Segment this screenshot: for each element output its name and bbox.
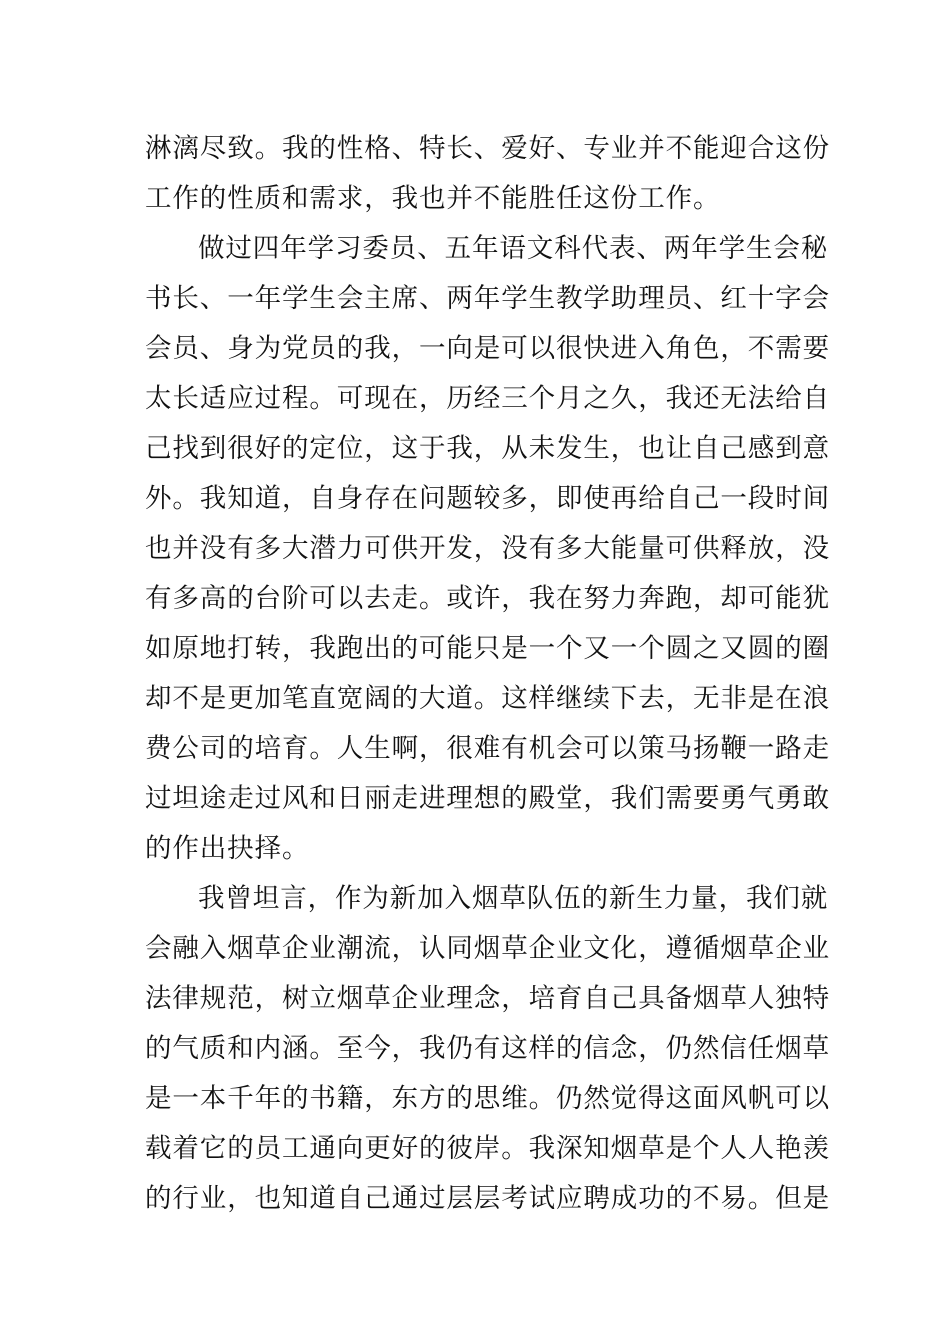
text-line: 是一本千年的书籍，东方的思维。仍然觉得这面风帆可以: [145, 1083, 830, 1114]
text-line: 会员、身为党员的我，一向是可以很快进入角色，不需要: [145, 333, 830, 364]
text-line: 费公司的培育。人生啊，很难有机会可以策马扬鞭一路走: [145, 733, 830, 764]
text-line: 书长、一年学生会主席、两年学生教学助理员、红十字会: [145, 283, 830, 314]
text-line: 的作出抉择。: [145, 833, 310, 864]
text-line: 也并没有多大潜力可供开发，没有多大能量可供释放，没: [145, 533, 830, 564]
text-line: 却不是更加笔直宽阔的大道。这样继续下去，无非是在浪: [145, 683, 830, 714]
text-line: 载着它的员工通向更好的彼岸。我深知烟草是个人人艳羡: [145, 1133, 830, 1164]
document-body: [145, 124, 830, 1224]
text-line: 会融入烟草企业潮流，认同烟草企业文化，遵循烟草企业: [145, 933, 830, 964]
text-line: 有多高的台阶可以去走。或许，我在努力奔跑，却可能犹: [145, 583, 830, 614]
paragraph: [145, 124, 830, 224]
text-line: 工作的性质和需求，我也并不能胜任这份工作。: [145, 183, 721, 214]
text-line: 如原地打转，我跑出的可能只是一个又一个圆之又圆的圈: [145, 633, 830, 664]
text-line: 的行业，也知道自己通过层层考试应聘成功的不易。但是: [145, 1183, 830, 1214]
paragraph: [145, 874, 830, 1224]
text-line: 外。我知道，自身存在问题较多，即使再给自己一段时间: [145, 483, 830, 514]
text-line: 淋漓尽致。我的性格、特长、爱好、专业并不能迎合这份: [145, 133, 830, 164]
text-line: 做过四年学习委员、五年语文科代表、两年学生会秘: [198, 233, 829, 264]
text-line: 过坦途走过风和日丽走进理想的殿堂，我们需要勇气勇敢: [145, 783, 830, 814]
text-line: 己找到很好的定位，这于我，从未发生，也让自己感到意: [145, 433, 830, 464]
paragraph: [145, 224, 830, 874]
text-line: 太长适应过程。可现在，历经三个月之久，我还无法给自: [145, 383, 830, 414]
text-line: 法律规范，树立烟草企业理念，培育自己具备烟草人独特: [145, 983, 830, 1014]
text-line: 的气质和内涵。至今，我仍有这样的信念，仍然信任烟草: [145, 1033, 830, 1064]
text-line: 我曾坦言，作为新加入烟草队伍的新生力量，我们就: [198, 883, 829, 914]
